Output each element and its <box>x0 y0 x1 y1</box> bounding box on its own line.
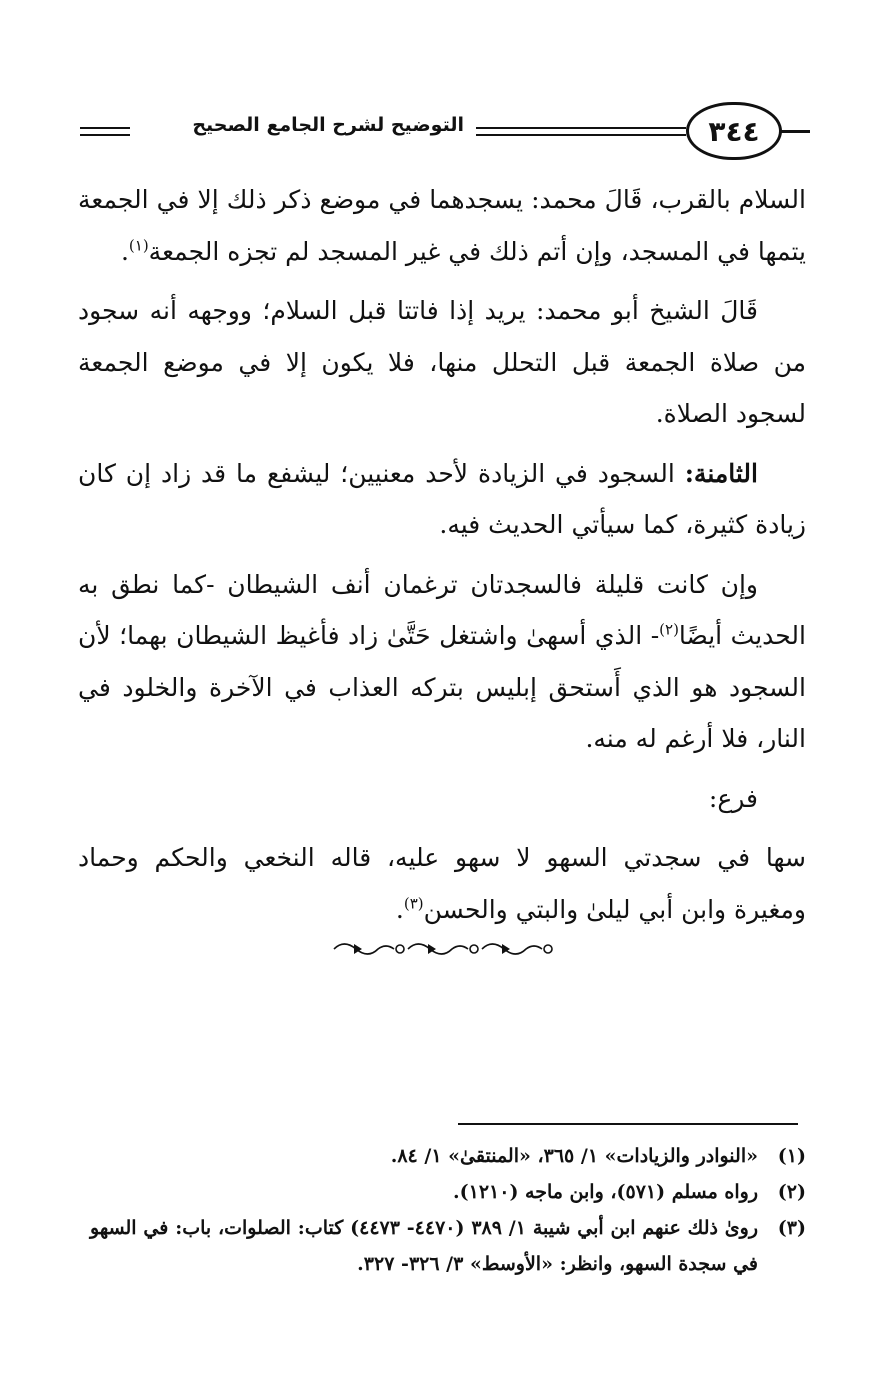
paragraph-4-text-a: وإن كانت قليلة فالسجدتان ترغمان أنف الشيطان -كما نطق به الحديث أيضًا <box>78 569 806 650</box>
paragraph-1 <box>78 174 806 277</box>
main-text <box>78 174 806 943</box>
footnote-ref-1[interactable]: (١) <box>128 236 149 255</box>
footnote-text: روىٰ ذلك عنهم ابن أبي شيبة ١/ ٣٨٩ (٤٤٧٠- ٤٤٧٣) كتاب: الصلوات، باب: في السهو في سجدة السهو، وانظر: «الأوسط» ٣/ ٣٢٦- ٣٢٧. <box>90 1217 759 1275</box>
footnote-separator <box>458 1123 798 1125</box>
header-rule-right <box>476 127 686 136</box>
footnotes <box>90 1138 806 1282</box>
page-number: ٣٤٤ <box>708 114 760 148</box>
paragraph-4-text-b: - الذي أسهىٰ واشتغل حَتَّىٰ زاد فأغيظ الشيطان بهما؛ لأن السجود هو الذي أَستحق إبليس بتركه العذاب في الآخرة والخلود في النار، فلا أرغم له منه. <box>78 621 806 753</box>
page-header <box>80 100 810 164</box>
paragraph-3-lead: الثامنة: <box>684 458 758 488</box>
running-title: التوضيح لشرح الجامع الصحيح <box>192 114 464 136</box>
footnote-ref-3[interactable]: (٣) <box>403 894 424 913</box>
header-badge-tail <box>780 130 810 133</box>
footnote-number: (٢) <box>777 1181 806 1203</box>
footnote-3 <box>90 1210 806 1282</box>
header-rule-left <box>80 127 130 136</box>
paragraph-6-text: سها في سجدتي السهو لا سهو عليه، قاله النخعي والحكم وحماد ومغيرة وابن أبي ليلىٰ والبتي والحسن <box>78 843 806 924</box>
paragraph-6 <box>78 832 806 935</box>
footnote-text: «النوادر والزيادات» ١/ ٣٦٥، «المنتقىٰ» ١/ ٨٤. <box>390 1145 758 1167</box>
footnote-number: (١) <box>777 1145 806 1167</box>
paragraph-1-text: السلام بالقرب، قَالَ محمد: يسجدهما في موضع ذكر ذلك إلا في الجمعة يتمها في المسجد، وإن أتم ذلك في غير المسجد لم تجزه الجمعة <box>78 185 806 266</box>
paragraph-3 <box>78 448 806 551</box>
footnote-1 <box>90 1138 806 1174</box>
paragraph-6-end: . <box>395 894 404 924</box>
footnote-2 <box>90 1174 806 1210</box>
footnote-ref-2[interactable]: (٢) <box>659 620 679 639</box>
paragraph-1-end: . <box>120 236 129 266</box>
paragraph-4 <box>78 559 806 765</box>
page-number-badge <box>686 102 782 160</box>
paragraph-2: قَالَ الشيخ أبو محمد: يريد إذا فاتتا قبل السلام؛ ووجهه أنه سجود من صلاة الجمعة قبل التحلل منها، فلا يكون إلا في موضع الجمعة لسجود الصلاة. <box>78 296 806 428</box>
section-heading-far: فرع: <box>708 783 758 813</box>
paragraph-3-text: السجود في الزيادة لأحد معنيين؛ ليشفع ما قد زاد إن كان زيادة كثيرة، كما سيأتي الحديث فيه. <box>78 458 806 539</box>
footnote-text: رواه مسلم (٥٧١)، وابن ماجه (١٢١٠). <box>453 1181 758 1203</box>
ornament-divider <box>330 935 556 961</box>
footnote-number: (٣) <box>777 1217 806 1239</box>
